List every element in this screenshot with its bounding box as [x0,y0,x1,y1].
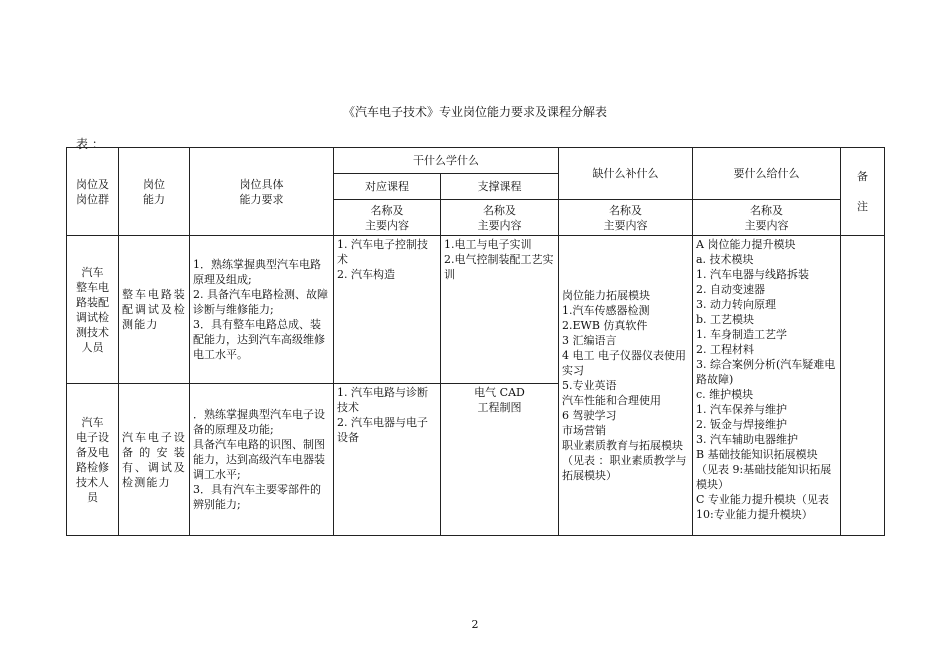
header-course: 对应课程 [334,174,441,200]
header-name-content: 名称及 主要内容 [334,200,441,236]
remark-content [841,236,885,536]
row1-ability: 整车电路装配调试及检测能力 [119,236,190,384]
header-name-content: 名称及 主要内容 [441,200,559,236]
gap-content: 岗位能力拓展模块 1.汽车传感器检测 2.EWB 仿真软件 3 汇编语言 4 电工 电子仪器仪表使用实习 5.专业英语 汽车性能和合理使用 6 驾驶学习 市场营销 职业素质教育与拓展模块（见表 ：职业素质教学与拓展模块） [559,236,693,536]
row2-ability: 汽车电子设备的安装有、调试及检测能力 [119,384,190,536]
row1-support: 1.电工与电子实训 2.电气控制装配工艺实训 [441,236,559,384]
page-number: 2 [471,618,479,631]
header-ability: 岗位 能力 [119,148,190,236]
row2-course: 1. 汽车电路与诊断技术 2. 汽车电器与电子设备 [334,384,441,536]
header-what-learn: 干什么学什么 [334,148,559,174]
row1-requirement: 1．熟练掌握典型汽车电路原理及组成; 2. 具备汽车电路检测、故障诊断与维修能力; 3．具有整车电路总成、装配能力，达到汽车高级维修电工水平。 [190,236,334,384]
row2-requirement: ．熟练掌握典型汽车电子设备的原理及功能; 具备汽车电路的识图、制图能力，达到高级汽车电器装调工水平; 3．具有汽车主要零部件的辨别能力; [190,384,334,536]
row2-post: 汽车 电子设 备及电 路检修 技术人 员 [67,384,119,536]
header-give: 要什么给什么 [693,148,841,200]
course-breakdown-table [66,147,885,536]
header-name-content: 名称及 主要内容 [559,200,693,236]
header-support: 支撑课程 [441,174,559,200]
table-caption: 表 ： [76,137,104,151]
header-requirement: 岗位具体 能力要求 [190,148,334,236]
row1-post: 汽车 整车电 路装配 调试检 测技术 人员 [67,236,119,384]
header-remark: 备 注 [841,148,885,236]
row1-course: 1. 汽车电子控制技术 2. 汽车构造 [334,236,441,384]
header-name-content: 名称及 主要内容 [693,200,841,236]
header-gap: 缺什么补什么 [559,148,693,200]
document-title: 《汽车电子技术》专业岗位能力要求及课程分解表 [342,105,607,119]
give-content: A 岗位能力提升模块 a. 技术模块 1. 汽车电器与线路拆装 2. 自动变速器 3. 动力转向原理 b. 工艺模块 1. 车身制造工艺学 2. 工程材料 3. 综合案例分析(汽车疑难电路故障) c. 维护模块 1. 汽车保养与维护 2. 钣金与焊接维护 3. 汽车辅助电器维护 B 基础技能知识拓展模块（见表 9:基础技能知识拓展模块） C 专业能力提升模块（见表 10:专业能力提升模块） [693,236,841,536]
row2-support: 电气 CAD 工程制图 [441,384,559,536]
header-post: 岗位及 岗位群 [67,148,119,236]
